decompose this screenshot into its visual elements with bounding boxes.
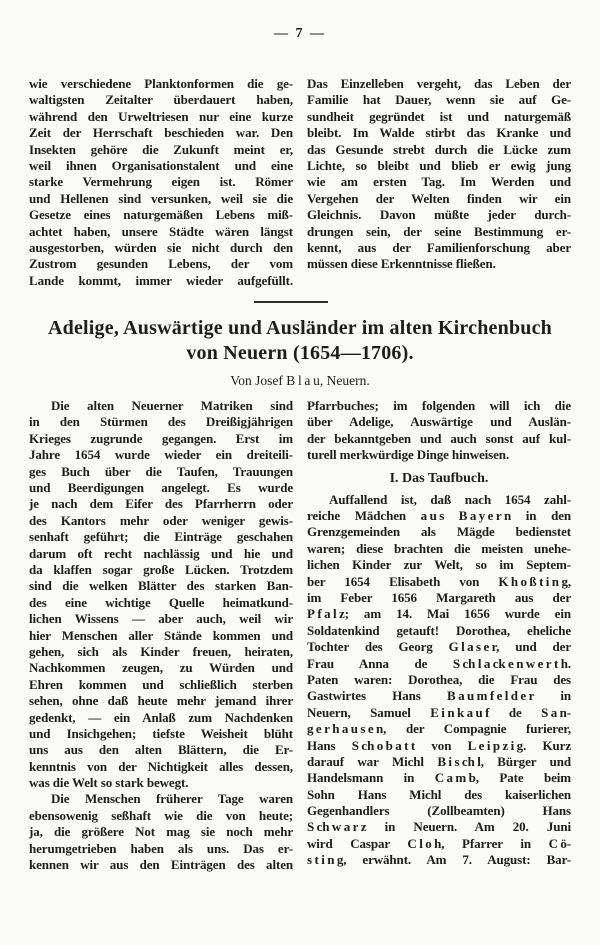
text-line: Lichte, so bleibt und blieb er ewig jung xyxy=(307,157,571,173)
text-line: sind die welken Blätter des starken Ban- xyxy=(29,578,293,594)
text-line: kennen wir aus den Einträgen des alten xyxy=(29,857,293,873)
text-line: was die Welt so stark bewegt. xyxy=(29,775,189,791)
text-line: herumgetrieben haben als uns. Das er- xyxy=(29,840,293,856)
text-line: Frau Anna de S ch l a ck e n w e r t h. xyxy=(307,655,571,671)
text-line: senhaft geführt; die Einträge geschahen xyxy=(29,529,293,545)
text-line: wie am ersten Tag. Im Werden und xyxy=(307,174,571,190)
article-title xyxy=(20,316,580,366)
text-line: Sohn Hans Michl des kaiserlichen xyxy=(307,786,571,802)
text-line: und Insichgehen; tiefste Weisheit blüht xyxy=(29,725,293,741)
top-text-section xyxy=(0,76,600,289)
page-number: — 7 — xyxy=(274,26,326,41)
text-line: und Beerdigungen angelegt. Es wurde xyxy=(29,480,293,496)
text-line: ja, die größere Not mag sie noch mehr xyxy=(29,824,293,840)
text-line: Die alten Neuerner Matriken sind xyxy=(51,398,293,414)
text-line: im Feber 1656 Margareth aus der xyxy=(307,589,571,605)
text-line: Die Menschen früherer Tage waren xyxy=(51,791,293,807)
text-line: Familie hat Dauer, wenn sie auf Ge- xyxy=(307,92,571,108)
top-right-column xyxy=(307,76,571,289)
text-line: Neuern, Samuel E i n k a u f de S a n- xyxy=(307,704,571,720)
text-line: Lande kommt, immer wieder aufgefüllt. xyxy=(29,272,293,288)
text-line: gedenkt, — ein Anlaß zum Nachdenken xyxy=(29,709,293,725)
text-line: Zeit der Herrschaft beschieden war. Den xyxy=(29,125,293,141)
text-line: ges Buch über die Taufen, Trauungen xyxy=(29,463,293,479)
text-line: Tochter des Georg G l a s e r, und der xyxy=(307,639,571,655)
text-line: Gastwirtes Hans B a u m f e l d e r in xyxy=(307,688,571,704)
text-line: des eine wichtige Quelle heimatkund- xyxy=(29,594,293,610)
text-line: Grenzgemeinden als Mägde bedienstet xyxy=(307,524,571,540)
text-line: ebensowenig seßhaft wie die von heute; xyxy=(29,807,293,823)
top-left-column xyxy=(29,76,293,289)
text-line: sundheit gegründet ist und naturgemäß xyxy=(307,108,571,124)
text-line: während den Urweltriesen nur eine kurze xyxy=(29,108,293,124)
text-line: starke Vermehrung eigen ist. Römer xyxy=(29,174,293,190)
text-line: Gleichnis. Davon müßte jeder durch- xyxy=(307,207,571,223)
text-line: des Kantors mehr oder weniger gewis- xyxy=(29,512,293,528)
text-line: Paten waren: Dorothea, die Frau des xyxy=(307,671,571,687)
text-line: und Hellenen sind versunken, weil sie die xyxy=(29,190,293,206)
text-line: in den Stürmen des Dreißigjährigen xyxy=(29,414,293,430)
text-line: achtet haben, unsere Städte wären längst xyxy=(29,223,293,239)
article-body-section xyxy=(0,398,600,873)
text-line: sehen, ohne daß heute mehr jemand ihrer xyxy=(29,693,293,709)
text-line: kenntnis von der Nichtigkeit alles dessen, xyxy=(29,758,293,774)
text-line: je nach dem Eifer des Pfarrherrn oder xyxy=(29,496,293,512)
text-line: P f a l z; am 14. Mai 1656 wurde ein xyxy=(307,606,571,622)
text-line: müssen diese Erkenntnisse fließen. xyxy=(307,256,496,272)
text-line: Vergehen der Welten finden wir ein xyxy=(307,190,571,206)
text-line: s t i n g, erwähnt. Am 7. August: Bar- xyxy=(307,852,571,868)
text-line: Auffallend ist, daß nach 1654 zahl- xyxy=(329,491,571,507)
text-line: Gegenhandlers (Zollbeamten) Hans xyxy=(307,803,571,819)
scanned-page xyxy=(0,26,600,873)
text-line: lichen Wissens — aber auch, weil wir xyxy=(29,611,293,627)
text-line: kennt, aus der Familienforschung aber xyxy=(307,239,571,255)
text-line: hier Menschen aller Stände kommen und xyxy=(29,627,293,643)
text-line: da klaffen sogar große Lücken. Trotzdem xyxy=(29,561,293,577)
text-line: darauf war Michl B i s ch l, Bürger und xyxy=(307,753,571,769)
text-line: Jahre 1654 wurde wieder ein dreiteili- xyxy=(29,447,293,463)
text-line: Zustrom gesunden Lebens, der vom xyxy=(29,256,293,272)
text-line: Ehren kommen und schließlich sterben xyxy=(29,676,293,692)
text-line: g e r h a u s e n, der Compagnie furierer, xyxy=(307,721,571,737)
text-line: der bekanntgeben und auch sonst auf kul- xyxy=(307,430,571,446)
text-line: Das Einzelleben vergeht, das Leben der xyxy=(307,76,571,91)
article-right-paragraph-2 xyxy=(307,492,571,869)
article-left-column xyxy=(29,398,293,873)
text-line: ausgestorben, würden sie nicht durch den xyxy=(29,239,293,255)
text-line: Soldatenkind getauft! Dorothea, eheliche xyxy=(307,622,571,638)
text-line: drungen sein, der seine Bestimmung er- xyxy=(307,223,571,239)
text-line: Handelsmann in C a m b, Pate beim xyxy=(307,770,571,786)
text-line: S ch w a r z in Neuern. Am 20. Juni xyxy=(307,819,571,835)
text-line: darum oft recht nachlässig und hie und xyxy=(29,545,293,561)
text-line: Gesetze eines naturgemäßen Lebens miß- xyxy=(29,207,293,223)
section-heading-taufbuch: I. Das Taufbuch. xyxy=(389,470,489,486)
text-line: uns aus den alten Blättern, die Er- xyxy=(29,742,293,758)
text-line: reiche Mädchen a u s B a y e r n in den xyxy=(307,508,571,524)
text-line: wird Caspar C l o h, Pfarrer in C ö- xyxy=(307,835,571,851)
text-line: waren; diese brachten die meisten unehe- xyxy=(307,540,571,556)
text-line: turell merkwürdige Dinge hinweisen. xyxy=(307,447,510,463)
text-line: wie verschiedene Planktonformen die ge- xyxy=(29,76,293,91)
article-right-column xyxy=(307,398,571,873)
text-line: Pfarrbuches; im folgenden will ich die xyxy=(307,398,571,414)
text-line: waltigsten Zeitalter überdauert haben, xyxy=(29,92,293,108)
article-title-line2: von Neuern (1654—1706). xyxy=(186,342,414,365)
text-line: das Gesunde strebt durch die Lücke zum xyxy=(307,141,571,157)
text-line: weil ihnen Organisationstalent und eine xyxy=(29,157,293,173)
text-line: Insekten gehöre die Zukunft meint er, xyxy=(29,141,293,157)
text-line: Krieges zugrunde gegangen. Erst im xyxy=(29,430,293,446)
text-line: ber 1654 Elisabeth von K h o ß t i n g, xyxy=(307,573,571,589)
article-title-line1: Adelige, Auswärtige und Ausländer im alten Kirchenbuch xyxy=(47,317,552,340)
section-divider-rule xyxy=(254,301,328,303)
text-line: über Adelige, Auswärtige und Auslän- xyxy=(307,414,571,430)
text-line: Nachkommen zeugen, zu Würden und xyxy=(29,660,293,676)
text-line: bleibt. Im Walde stirbt das Kranke und xyxy=(307,125,571,141)
text-line: lichen Kinder zur Welt, so im Septem- xyxy=(307,557,571,573)
article-right-paragraph-1 xyxy=(307,398,571,464)
article-byline: Von Josef B l a u, Neuern. xyxy=(230,373,370,389)
text-line: Hans S ch o b a t t von L e i p z i g. Kurz xyxy=(307,737,571,753)
text-line: gehen, sich als Kinder freuen, heiraten, xyxy=(29,643,293,659)
